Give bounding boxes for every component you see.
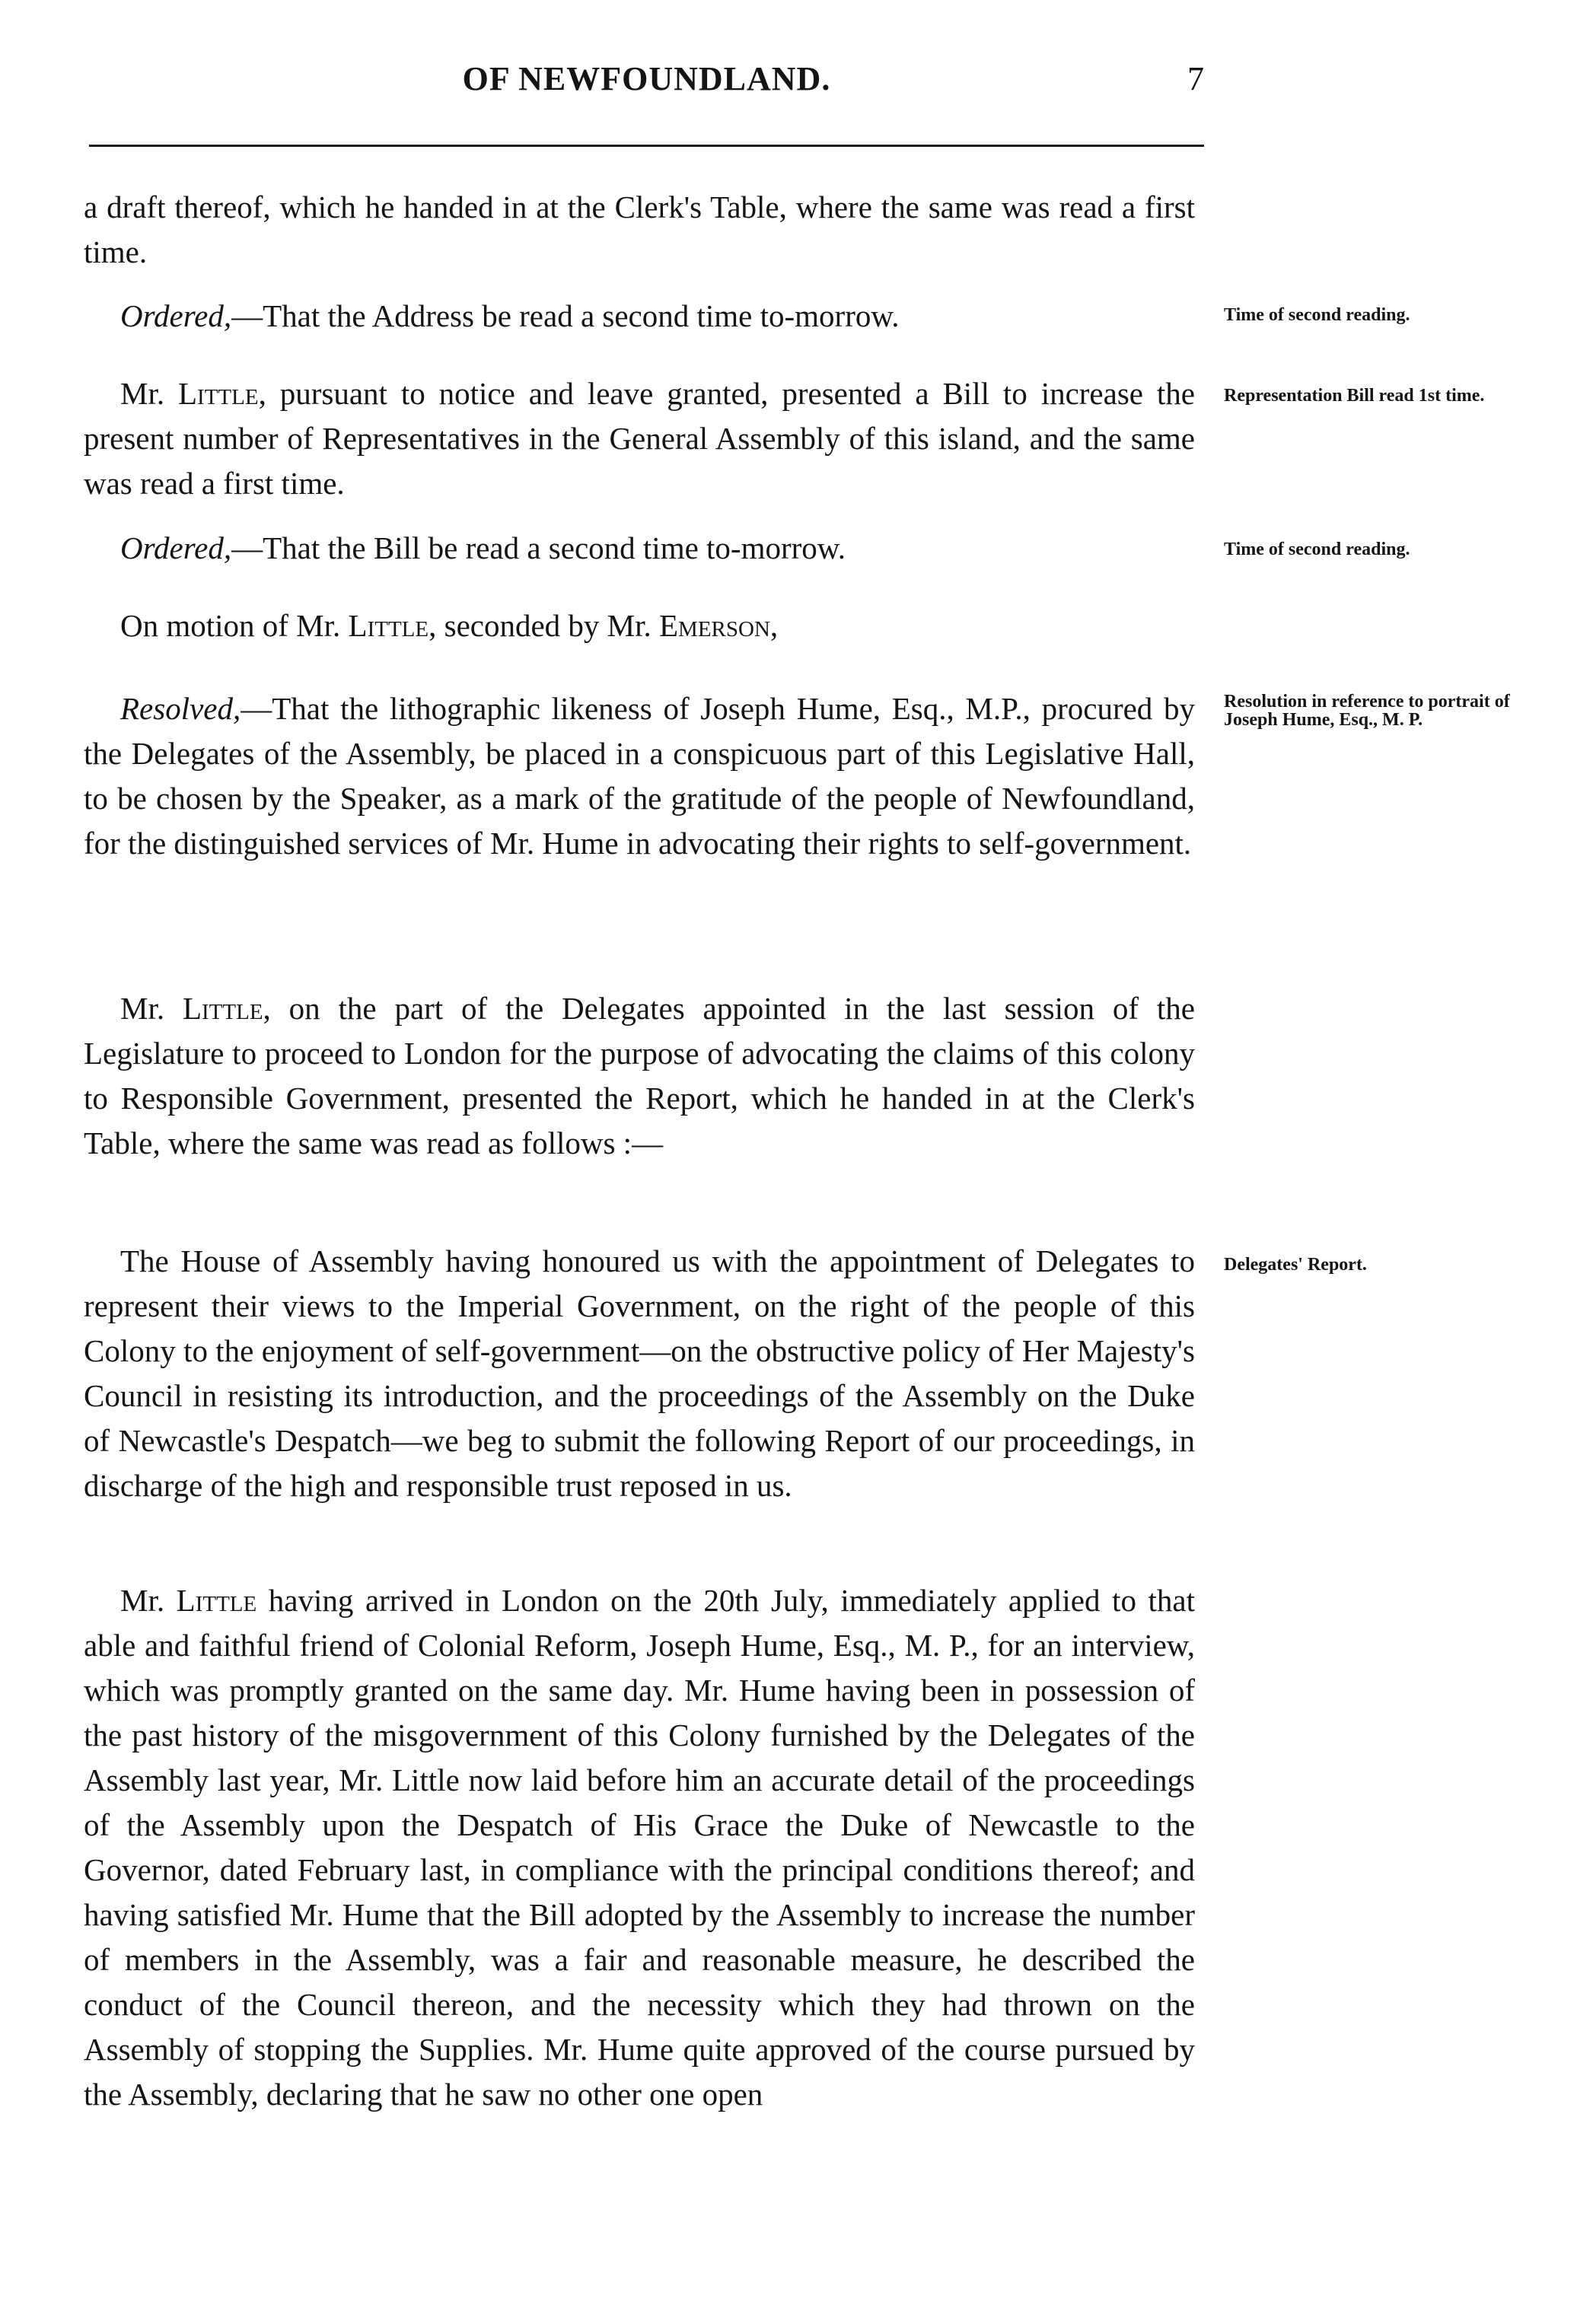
paragraph-text: —That the lithographic likeness of Joseph Hume, Esq., M.P., procured by the Delegates of the Assembly, be placed in a conspicuous part of this Legislative Hall, to be chosen by the Speaker, as a mark of the gratitude of the people of Newfoundland, for the distinguished services of Mr. Hume in advocating their rights to self-government.: [84, 691, 1195, 861]
paragraph-text: —That the Address be read a second time to-morrow.: [231, 298, 900, 333]
paragraph-text: The House of Assembly having honoured us with the appointment of Delegates to represent their views to the Imperial Government, on the right of the people of this Colony to the enjoyment of self-government—on the obstructive policy of Her Majesty's Council in resisting its introduction, and the proceedings of the Assembly on the Duke of Newcastle's Despatch—we beg to submit the following Report of our proceedings, in discharge of the high and responsible trust reposed in us.: [84, 1243, 1195, 1503]
member-name: Little: [176, 1583, 257, 1618]
running-title: OF NEWFOUNDLAND.: [462, 60, 831, 97]
margin-note-second-reading-2: Time of second reading.: [1224, 540, 1410, 559]
paragraph-text: ,: [769, 608, 779, 643]
paragraph-text: Mr.: [120, 1583, 177, 1618]
paragraph-representation-bill: [84, 371, 1195, 506]
paragraph-ordered-bill: [84, 526, 1195, 571]
paragraph-text: On motion of Mr.: [120, 608, 349, 643]
paragraph-text: , seconded by Mr.: [429, 608, 660, 643]
paragraph-text: , on the part of the Delegates appointed in the last session of the Legislature to proceed to London for the purpose of advocating the claims of this colony to Responsible Government, presented the Report, which he handed in at the Clerk's Table, where the same was read as follows :—: [84, 991, 1195, 1160]
paragraph-text: a draft thereof, which he handed in at the Clerk's Table, where the same was read a first time.: [84, 189, 1195, 269]
paragraph-motion: [84, 603, 1195, 648]
resolved-label: Resolved,: [120, 691, 241, 726]
margin-note-representation-bill: Representation Bill read 1st time.: [1224, 386, 1485, 406]
paragraph-delegates-report: [84, 986, 1195, 1166]
margin-note-hume-portrait: Resolution in reference to portrait of Joseph Hume, Esq., M. P.: [1224, 692, 1510, 730]
ordered-label: Ordered,: [120, 298, 232, 333]
paragraph-ordered-address: [84, 294, 1195, 339]
paragraph-text: Mr.: [120, 376, 179, 411]
paragraph-draft: [84, 185, 1195, 275]
member-name: Little: [348, 608, 429, 643]
member-name: Little: [178, 376, 259, 411]
paragraph-house-of-assembly: [84, 1239, 1195, 1508]
paragraph-text: , pursuant to notice and leave granted, presented a Bill to increase the present number of Representatives in the General Assembly of this island, and the same was read a first time.: [84, 376, 1195, 501]
margin-note-second-reading: Time of second reading.: [1224, 305, 1410, 325]
paragraph-text: Mr.: [120, 991, 183, 1026]
paragraph-resolved: [84, 686, 1195, 866]
paragraph-text: —That the Bill be read a second time to-morrow.: [231, 530, 846, 565]
header-rule: [89, 145, 1204, 147]
ordered-label: Ordered,: [120, 530, 232, 565]
member-name: Emerson: [659, 608, 770, 643]
page-number: 7: [1187, 60, 1204, 97]
paragraph-text: having arrived in London on the 20th July, immediately applied to that able and faithful friend of Colonial Reform, Joseph Hume, Esq., M. P., for an interview, which was promptly granted on the same day. Mr. Hume having been in possession of the past history of the misgovernment of this Colony furnished by the Delegates of the Assembly last year, Mr. Little now laid before him an accurate detail of the proceedings of the Assembly upon the Despatch of His Grace the Duke of Newcastle to the Governor, dated February last, in compliance with the principal conditions thereof; and having satisfied Mr. Hume that the Bill adopted by the Assembly to increase the number of members in the Assembly, was a fair and reasonable measure, he described the conduct of the Council thereon, and the necessity which they had thrown on the Assembly of stopping the Supplies. Mr. Hume quite approved of the course pursued by the Assembly, declaring that he saw no other one open: [84, 1583, 1195, 2112]
margin-note-delegates-report: Delegates' Report.: [1224, 1255, 1367, 1275]
running-header: [89, 59, 1204, 113]
paragraph-london: [84, 1578, 1195, 2117]
member-name: Little: [182, 991, 263, 1026]
